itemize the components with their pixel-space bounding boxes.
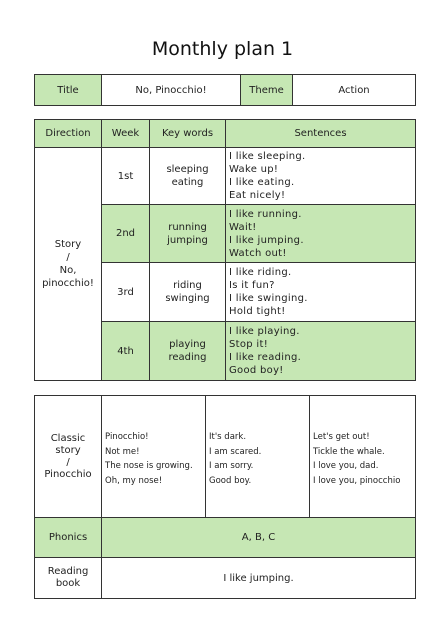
sentences-cell: I like playing. Stop it! I like reading. Good boy! [226,322,416,381]
reading-book-value: I like jumping. [102,558,416,599]
classic-story-column: Let's get out! Tickle the whale. I love you, dad. I love you, pinocchio [310,396,416,518]
table-row [35,148,416,205]
info-table [34,74,416,106]
direction-cell: Story / No, pinocchio! [35,148,102,381]
keywords-cell: riding swinging [150,263,226,322]
classic-story-label: Classic story / Pinocchio [35,396,102,518]
reading-book-label: Reading book [35,558,102,599]
theme-value: Action [293,75,416,106]
keywords-cell: sleeping eating [150,148,226,205]
week-header: Week [102,120,150,148]
week-cell: 1st [102,148,150,205]
keywords-cell: running jumping [150,205,226,263]
title-value: No, Pinocchio! [102,75,241,106]
title-label: Title [35,75,102,106]
direction-header: Direction [35,120,102,148]
phonics-label: Phonics [35,518,102,558]
sentences-cell: I like running. Wait! I like jumping. Watch out! [226,205,416,263]
classic-story-column: Pinocchio! Not me! The nose is growing. Oh, my nose! [102,396,206,518]
week-cell: 2nd [102,205,150,263]
week-cell: 3rd [102,263,150,322]
theme-label: Theme [241,75,293,106]
sentences-cell: I like riding. Is it fun? I like swinging. Hold tight! [226,263,416,322]
phonics-value: A, B, C [102,518,416,558]
classic-story-row [35,396,416,518]
sentences-header: Sentences [226,120,416,148]
plan-header-row [35,120,416,148]
phonics-row [35,518,416,558]
reading-book-row [35,558,416,599]
keywords-cell: playing reading [150,322,226,381]
page-title: Monthly plan 1 [151,38,294,60]
week-cell: 4th [102,322,150,381]
keywords-header: Key words [150,120,226,148]
sentences-cell: I like sleeping. Wake up! I like eating. Eat nicely! [226,148,416,205]
extra-table [34,395,416,599]
plan-table [34,119,416,381]
classic-story-column: It's dark. I am scared. I am sorry. Good boy. [206,396,310,518]
